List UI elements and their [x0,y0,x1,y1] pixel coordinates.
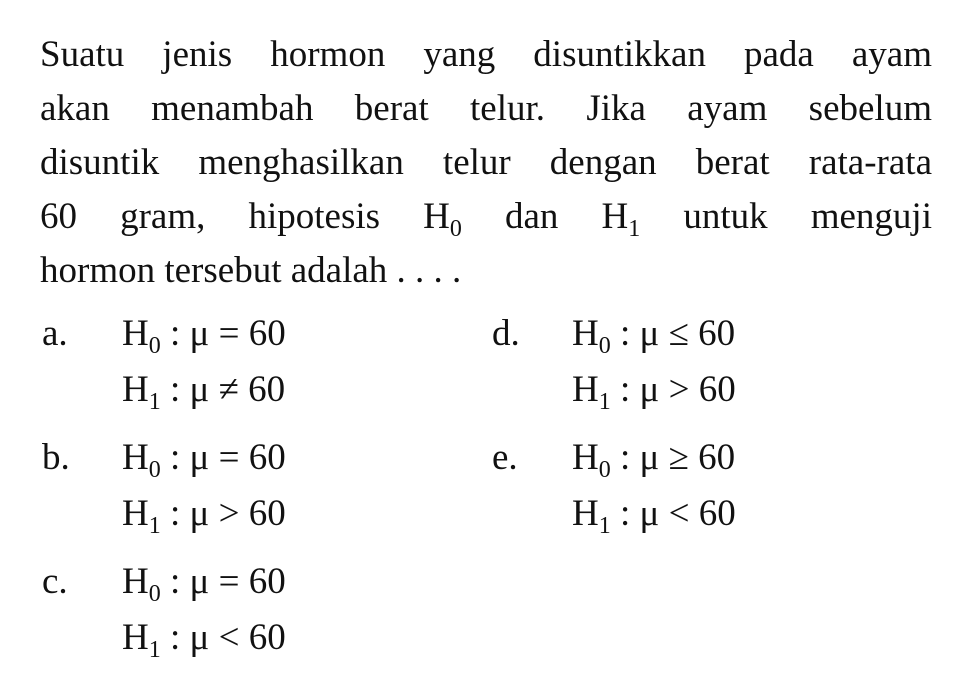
h1-relation: : μ > 60 [610,369,736,410]
h1-symbol: H [122,493,149,534]
option-h1 [122,362,285,418]
h1-subscript: 1 [628,216,641,242]
option-letter: c. [42,561,68,602]
option-letter: b. [42,437,70,478]
h0-symbol: H [572,313,599,354]
option-d[interactable] [492,306,892,418]
h0-relation: : μ ≤ 60 [610,313,736,354]
option-letter: a. [42,313,68,354]
h0-subscript: 0 [449,216,462,242]
h1-relation: : μ > 60 [160,493,286,534]
h0-symbol: H [122,561,149,602]
option-h1 [122,610,286,666]
option-h0 [572,306,735,362]
h0-subscript: 0 [598,457,611,483]
h1-subscript: 1 [148,513,161,539]
h1-symbol: H [572,369,599,410]
h1-subscript: 1 [148,389,161,415]
question-line-4-end: untuk menguji [640,196,932,237]
option-letter: e. [492,437,518,478]
h0-relation: : μ = 60 [160,437,286,478]
h0-relation: : μ ≥ 60 [610,437,736,478]
h0-relation: : μ = 60 [160,313,286,354]
h0-symbol: H [572,437,599,478]
h1-subscript: 1 [598,513,611,539]
question-line-4-start: 60 gram, hipotesis H [40,196,450,237]
question-line-1: Suatu jenis hormon yang disuntikkan pada ayam [40,34,932,75]
question-line-5: hormon tersebut adalah . . . . [40,250,462,291]
h0-symbol: H [122,313,149,354]
h1-symbol: H [122,617,149,658]
question-line-2: akan menambah berat telur. Jika ayam sebelum [40,88,932,129]
question-line-3: disuntik menghasilkan telur dengan berat rata-rata [40,142,932,183]
h1-relation: : μ < 60 [160,617,286,658]
h1-subscript: 1 [148,637,161,663]
option-h0 [572,430,735,486]
option-h1 [572,362,736,418]
option-h0 [122,306,286,362]
question-line-4-middle: dan H [461,196,629,237]
h0-subscript: 0 [148,581,161,607]
option-h1 [572,486,736,542]
option-e[interactable] [492,430,892,542]
option-h1 [122,486,286,542]
h1-relation: : μ ≠ 60 [160,369,286,410]
option-h0 [122,430,286,486]
h1-relation: : μ < 60 [610,493,736,534]
h0-subscript: 0 [148,333,161,359]
option-letter: d. [492,313,520,354]
h0-relation: : μ = 60 [160,561,286,602]
h1-symbol: H [572,493,599,534]
option-b[interactable] [42,430,442,542]
h0-subscript: 0 [598,333,611,359]
option-a[interactable] [42,306,442,418]
h1-subscript: 1 [598,389,611,415]
h1-symbol: H [122,369,149,410]
option-h0 [122,554,286,610]
h0-symbol: H [122,437,149,478]
option-c[interactable] [42,554,442,666]
h0-subscript: 0 [148,457,161,483]
